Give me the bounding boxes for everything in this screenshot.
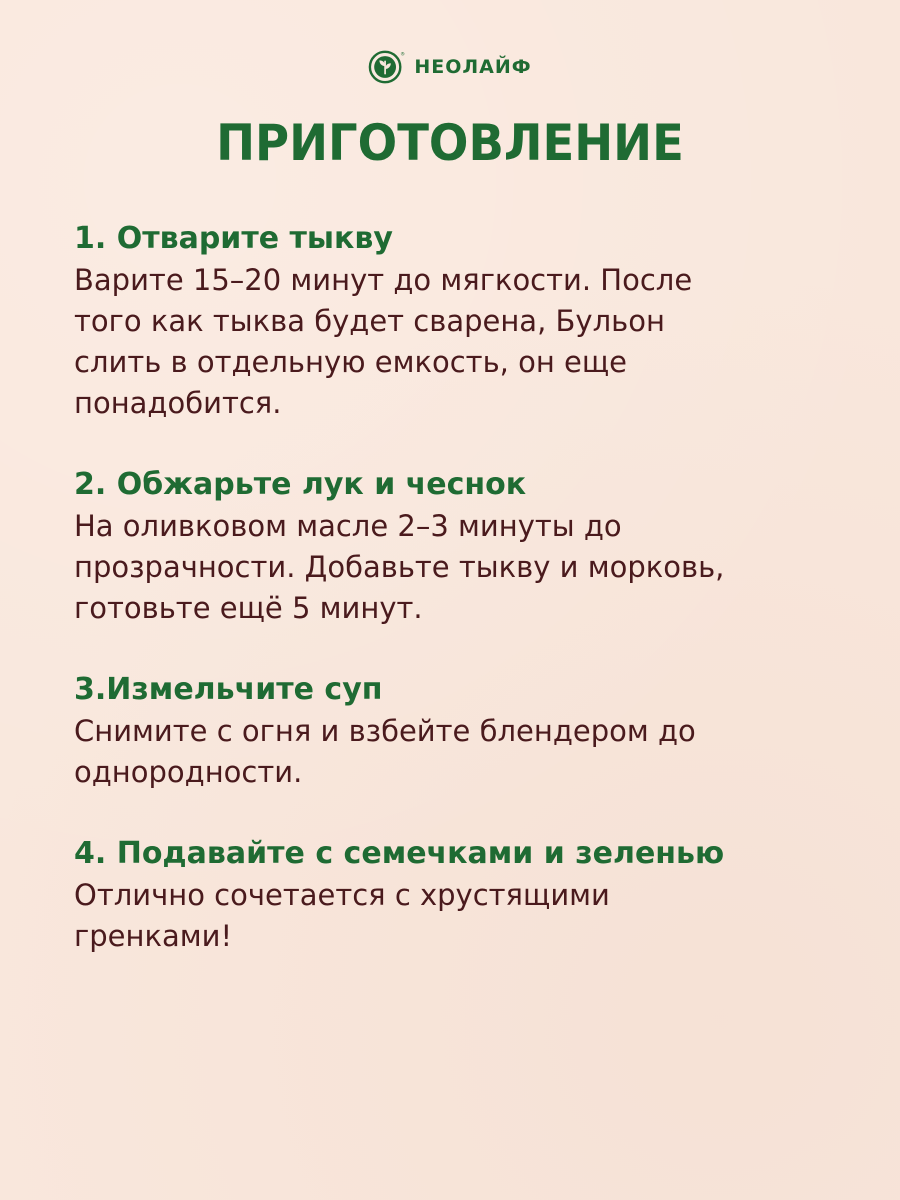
page-title: ПРИГОТОВЛЕНИЕ bbox=[216, 114, 684, 172]
step-text-line: Варите 15–20 минут до мягкости. После bbox=[74, 263, 693, 297]
step-3 bbox=[74, 669, 834, 793]
brand-logo bbox=[0, 48, 900, 86]
step-4 bbox=[74, 833, 834, 957]
step-text-line: прозрачности. Добавьте тыкву и морковь, bbox=[74, 550, 725, 584]
step-title: 1. Отварите тыкву bbox=[74, 221, 393, 256]
step-text-line: На оливковом масле 2–3 минуты до bbox=[74, 509, 622, 543]
recipe-steps bbox=[74, 218, 834, 997]
step-text-line: однородности. bbox=[74, 755, 303, 789]
step-title: 3.Измельчите суп bbox=[74, 672, 383, 707]
step-text-line: гренками! bbox=[74, 919, 233, 953]
step-text-line: понадобится. bbox=[74, 386, 282, 420]
step-text-line: слить в отдельную емкость, он еще bbox=[74, 345, 628, 379]
step-text-line: готовьте ещё 5 минут. bbox=[74, 591, 423, 625]
step-title: 4. Подавайте с семечками и зеленью bbox=[74, 836, 725, 871]
leaf-logo-icon bbox=[368, 48, 406, 86]
step-title: 2. Обжарьте лук и чеснок bbox=[74, 467, 527, 502]
brand-name: НЕОЛАЙФ bbox=[414, 56, 532, 78]
step-2 bbox=[74, 464, 834, 629]
step-text-line: того как тыква будет сварена, Бульон bbox=[74, 304, 665, 338]
step-1 bbox=[74, 218, 834, 424]
step-text-line: Снимите с огня и взбейте блендером до bbox=[74, 714, 696, 748]
svg-text:®: ® bbox=[400, 52, 406, 58]
step-text-line: Отлично сочетается с хрустящими bbox=[74, 878, 610, 912]
